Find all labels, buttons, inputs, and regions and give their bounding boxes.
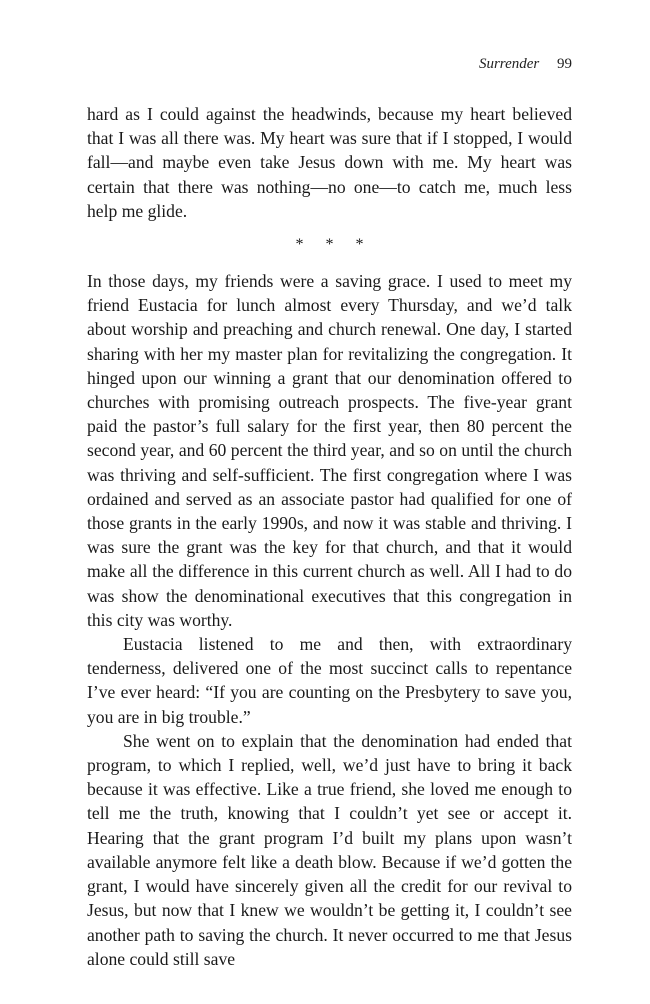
- page-number: 99: [557, 56, 572, 72]
- section-break-asterisk: *: [295, 236, 304, 254]
- section-break: [87, 234, 572, 256]
- page-body: [87, 102, 572, 971]
- running-header-title: Surrender: [478, 56, 540, 72]
- section-break-asterisk: *: [325, 236, 334, 254]
- paragraph: In those days, my friends were a saving grace. I used to meet my friend Eustacia for lunch almost every Thursday, and we’d talk about worship and preaching and church renewal. One day, I started sharing with her my master plan for revitalizing the congregation. It hinged upon our winning a grant that our denomination offered to churches with promising outreach prospects. The five-year grant paid the pastor’s full salary for the first year, then 80 percent the second year, and 60 percent the third year, and so on until the church was thriving and self-sufficient. The first congregation where I was ordained and served as an associate pastor had qualified for one of those grants in the early 1990s, and now it was stable and thriving. I was sure the grant was the key for that church, and that it would make all the difference in this current church as well. All I had to do was show the denominational executives that this congregation in this city was worthy.: [87, 271, 572, 630]
- section-break-asterisk: *: [355, 236, 364, 254]
- paragraph: Eustacia listened to me and then, with extraordinary tenderness, delivered one of the most succinct calls to repentance I’ve ever heard: “If you are counting on the Presbytery to save you, you are in big trouble.”: [87, 634, 572, 727]
- paragraph: hard as I could against the headwinds, because my heart believed that I was all there was. My heart was sure that if I stopped, I would fall—and maybe even take Jesus down with me. My heart was certain that there was nothing—no one—to catch me, much less help me glide.: [87, 104, 572, 221]
- running-header: [479, 55, 572, 73]
- paragraph: She went on to explain that the denomination had ended that program, to which I replied, well, we’d just have to bring it back because it was effective. Like a true friend, she loved me enough to tell me the truth, knowing that I couldn’t yet see or accept it. Hearing that the grant program I’d built my plans upon wasn’t available anymore felt like a death blow. Because if we’d gotten the grant, I would have sincerely given all the credit for our revival to Jesus, but now that I knew we wouldn’t be getting it, I couldn’t see another path to saving the church. It never occurred to me that Jesus alone could still save: [87, 730, 572, 969]
